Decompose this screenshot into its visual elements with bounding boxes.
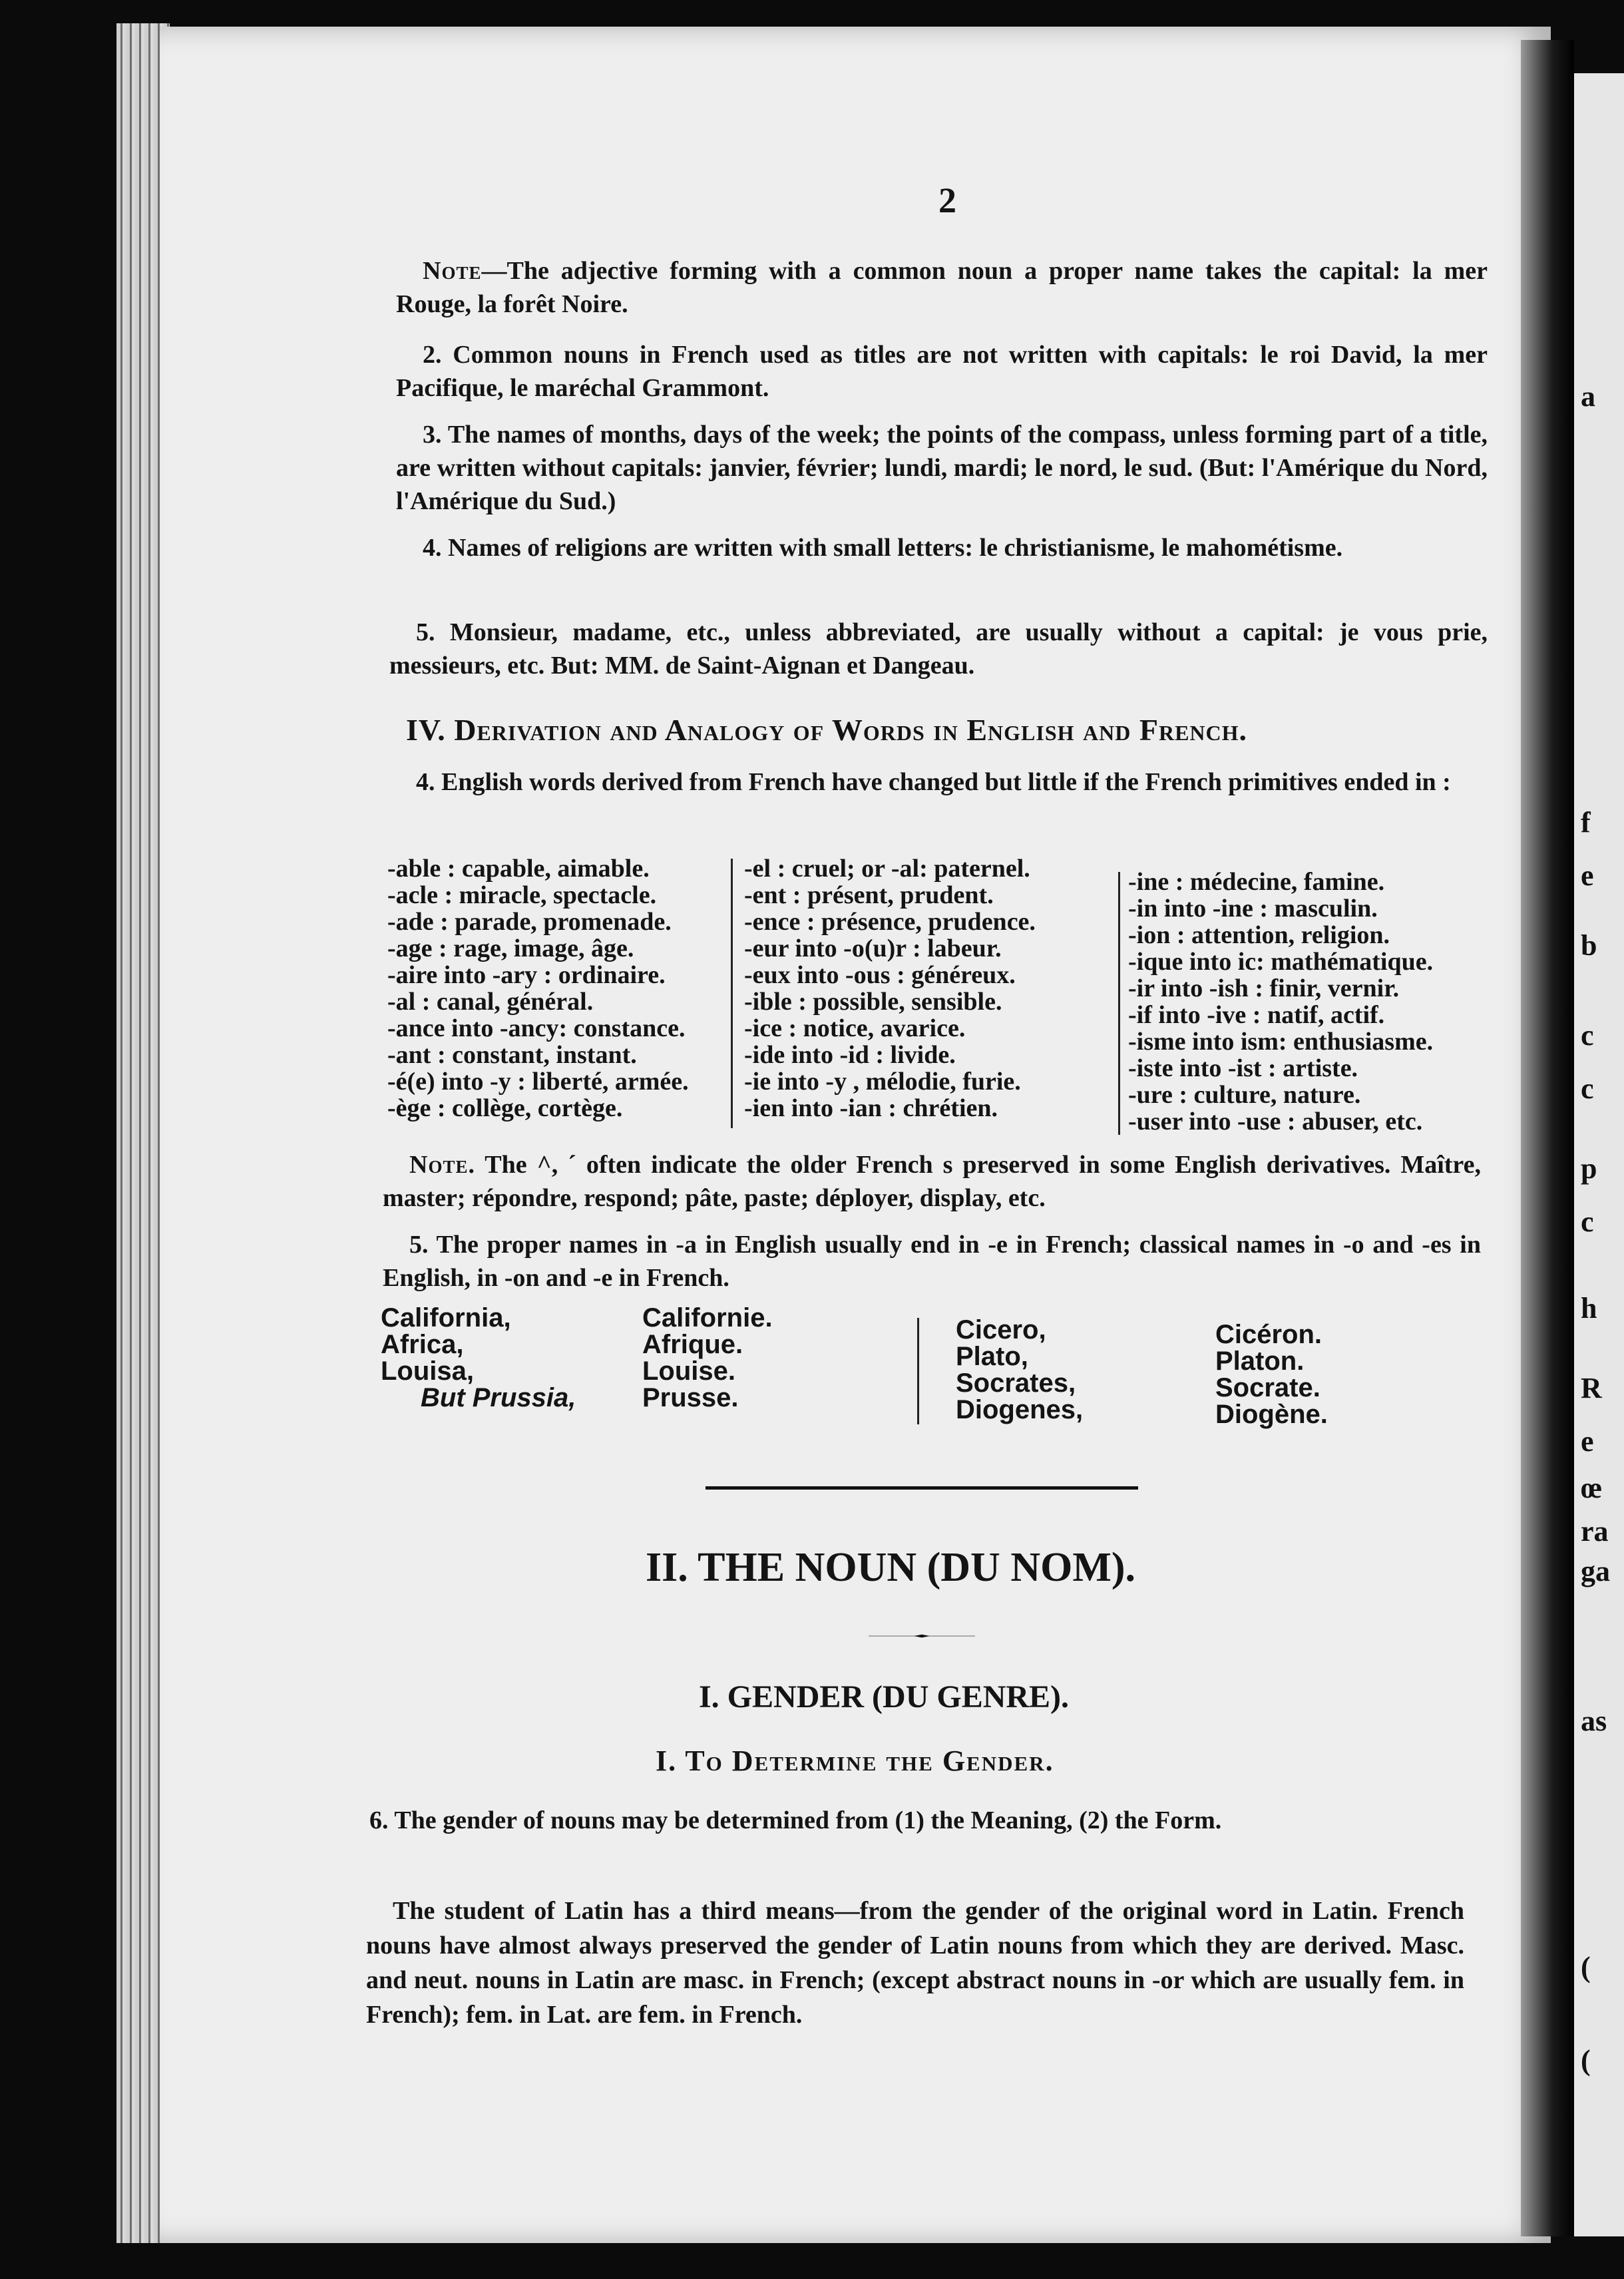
suffix-row: -ant : constant, instant.: [387, 1041, 637, 1069]
para-latin: The student of Latin has a third means—from the gender of the original word in Latin. French nouns have almost always preserved the gender of Latin nouns from which they are derived. Masc. and neut. nouns in Latin are masc. in French; (except abstract nouns in -or which are usually fem. in French); fem. in Lat. are fem. in French.: [366, 1897, 1464, 2029]
facing-fragment: a: [1581, 380, 1595, 413]
facing-fragment: h: [1581, 1292, 1597, 1325]
suffix-row: -ure : culture, nature.: [1128, 1081, 1361, 1109]
name-entry: Africa,: [381, 1330, 464, 1359]
chapter-heading: II. THE NOUN (DU NOM).: [646, 1545, 1135, 1590]
name-entry: Californie.: [642, 1303, 773, 1333]
suffix-row: -aire into -ary : ordinaire.: [387, 961, 666, 989]
facing-fragment: f: [1581, 806, 1591, 839]
name-entry: Cicero,: [956, 1315, 1046, 1345]
suffix-row: -ance into -ancy: constance.: [387, 1014, 686, 1042]
note2-label: Note.: [409, 1151, 475, 1179]
names-english-classical: [956, 1317, 1083, 1423]
facing-fragment: b: [1581, 929, 1597, 962]
note-text: —The adjective forming with a common noun a proper name takes the capital: la mer Rouge, la forêt Noire.: [396, 257, 1488, 318]
name-entry: But Prussia,: [421, 1383, 576, 1412]
names-french-e: [642, 1305, 773, 1411]
suffix-row: -able : capable, aimable.: [387, 855, 650, 883]
facing-fragment: p: [1581, 1152, 1597, 1185]
column-divider: [1118, 872, 1120, 1135]
note-item-4: 4. Names of religions are written with small letters: le christianisme, le mahométisme.: [423, 534, 1343, 562]
suffix-row: -ence : présence, prudence.: [744, 908, 1036, 936]
suffix-row: -ien into -ian : chrétien.: [744, 1094, 998, 1122]
subheading-determine: I. To Determine the Gender.: [656, 1745, 1054, 1777]
name-entry: Socrate.: [1215, 1373, 1320, 1402]
name-entry: Socrates,: [956, 1368, 1076, 1398]
diamond-ornament-icon: [869, 1634, 975, 1638]
name-entry: Diogenes,: [956, 1395, 1084, 1424]
para-6: 6. The gender of nouns may be determined from (1) the Meaning, (2) the Form.: [369, 1806, 1222, 1834]
suffix-row: -iste into -ist : artiste.: [1128, 1054, 1358, 1082]
book-gutter: [1521, 40, 1574, 2236]
name-entry: California,: [381, 1303, 511, 1333]
para-5: 5. The proper names in -a in English usually end in -e in French; classical names in -o and -es in English, in -on and -e in French.: [383, 1231, 1481, 1292]
suffix-row: -ice : notice, avarice.: [744, 1014, 966, 1042]
suffix-row: -eur into -o(u)r : labeur.: [744, 934, 1002, 962]
column-divider: [917, 1318, 919, 1424]
suffix-row: -ent : présent, prudent.: [744, 881, 994, 909]
column-divider: [731, 859, 733, 1128]
subheading-gender: I. GENDER (DU GENRE).: [699, 1679, 1070, 1715]
suffix-row: -al : canal, général.: [387, 988, 594, 1016]
suffix-row: -acle : miracle, spectacle.: [387, 881, 657, 909]
facing-fragment: (: [1581, 1951, 1591, 1983]
suffix-row: -ide into -id : livide.: [744, 1041, 956, 1069]
suffix-row: -eux into -ous : généreux.: [744, 961, 1016, 989]
section-rule: [706, 1486, 1138, 1490]
section-iv-heading: IV. Derivation and Analogy of Words in English and French.: [406, 713, 1248, 747]
name-entry: Diogène.: [1215, 1400, 1328, 1429]
suffix-row: -ège : collège, cortège.: [387, 1094, 623, 1122]
suffix-row: -isme into ism: enthusiasme.: [1128, 1028, 1434, 1056]
para-4: 4. English words derived from French have changed but little if the French primitives ended in :: [416, 768, 1451, 796]
name-entry: Cicéron.: [1215, 1320, 1322, 1349]
suffix-row: -é(e) into -y : liberté, armée.: [387, 1068, 689, 1096]
facing-fragment: e: [1581, 1425, 1594, 1458]
suffix-column-2: [744, 855, 1036, 1122]
note-capitals: [396, 254, 1488, 321]
name-entry: Louisa,: [381, 1356, 475, 1386]
suffix-row: -ie into -y , mélodie, furie.: [744, 1068, 1021, 1096]
suffix-column-1: [387, 855, 689, 1122]
name-entry: Prusse.: [642, 1383, 739, 1412]
note2-text: The ^, ´ often indicate the older French s preserved in some English derivatives. Maître, master; répondre, respond; pâte, paste; déployer, display, etc.: [383, 1151, 1481, 1212]
note-label: Note: [423, 257, 482, 285]
suffix-row: -ade : parade, promenade.: [387, 908, 672, 936]
note-item-3: 3. The names of months, days of the week; the points of the compass, unless forming part of a title, are written without capitals: janvier, février; lundi, mardi; le nord, le sud. (But: l'Amérique du Nord, l'Amérique du Sud.): [396, 421, 1488, 515]
suffix-row: -if into -ive : natif, actif.: [1128, 1001, 1385, 1029]
note-older-french: [383, 1148, 1481, 1215]
suffix-row: -user into -use : abuser, etc.: [1128, 1108, 1423, 1136]
facing-fragment: ga: [1581, 1555, 1610, 1587]
suffix-row: -el : cruel; or -al: paternel.: [744, 855, 1030, 883]
facing-fragment: c: [1581, 1019, 1594, 1052]
name-entry: Louise.: [642, 1356, 736, 1386]
names-french-classical: [1215, 1321, 1328, 1428]
names-english-a: [381, 1305, 576, 1411]
facing-fragment: e: [1581, 859, 1594, 892]
facing-page: [1574, 73, 1624, 2236]
suffix-row: -ir into -ish : finir, vernir.: [1128, 974, 1400, 1002]
suffix-row: -age : rage, image, âge.: [387, 934, 634, 962]
facing-fragment: ra: [1581, 1515, 1609, 1548]
name-entry: Plato,: [956, 1342, 1028, 1371]
facing-fragment: c: [1581, 1205, 1594, 1238]
suffix-column-3: [1128, 869, 1433, 1135]
suffix-row: -ine : médecine, famine.: [1128, 868, 1385, 896]
note-item-2: 2. Common nouns in French used as titles are not written with capitals: le roi David, la mer Pacifique, le maréchal Grammont.: [396, 341, 1488, 402]
facing-fragment: as: [1581, 1705, 1607, 1737]
facing-fragment: œ: [1581, 1472, 1602, 1504]
page-number: 2: [938, 180, 956, 220]
suffix-row: -in into -ine : masculin.: [1128, 895, 1378, 923]
facing-fragment: c: [1581, 1072, 1594, 1105]
suffix-row: -ique into ic: mathématique.: [1128, 948, 1434, 976]
note-item-5: 5. Monsieur, madame, etc., unless abbreviated, are usually without a capital: je vous prie, messieurs, etc. But: MM. de Saint-Aignan et Dangeau.: [389, 618, 1488, 680]
facing-fragment: (: [1581, 2044, 1591, 2077]
name-entry: Platon.: [1215, 1347, 1305, 1376]
name-entry: Afrique.: [642, 1330, 743, 1359]
suffix-row: -ible : possible, sensible.: [744, 988, 1002, 1016]
suffix-row: -ion : attention, religion.: [1128, 921, 1390, 949]
facing-fragment: R: [1581, 1372, 1602, 1404]
